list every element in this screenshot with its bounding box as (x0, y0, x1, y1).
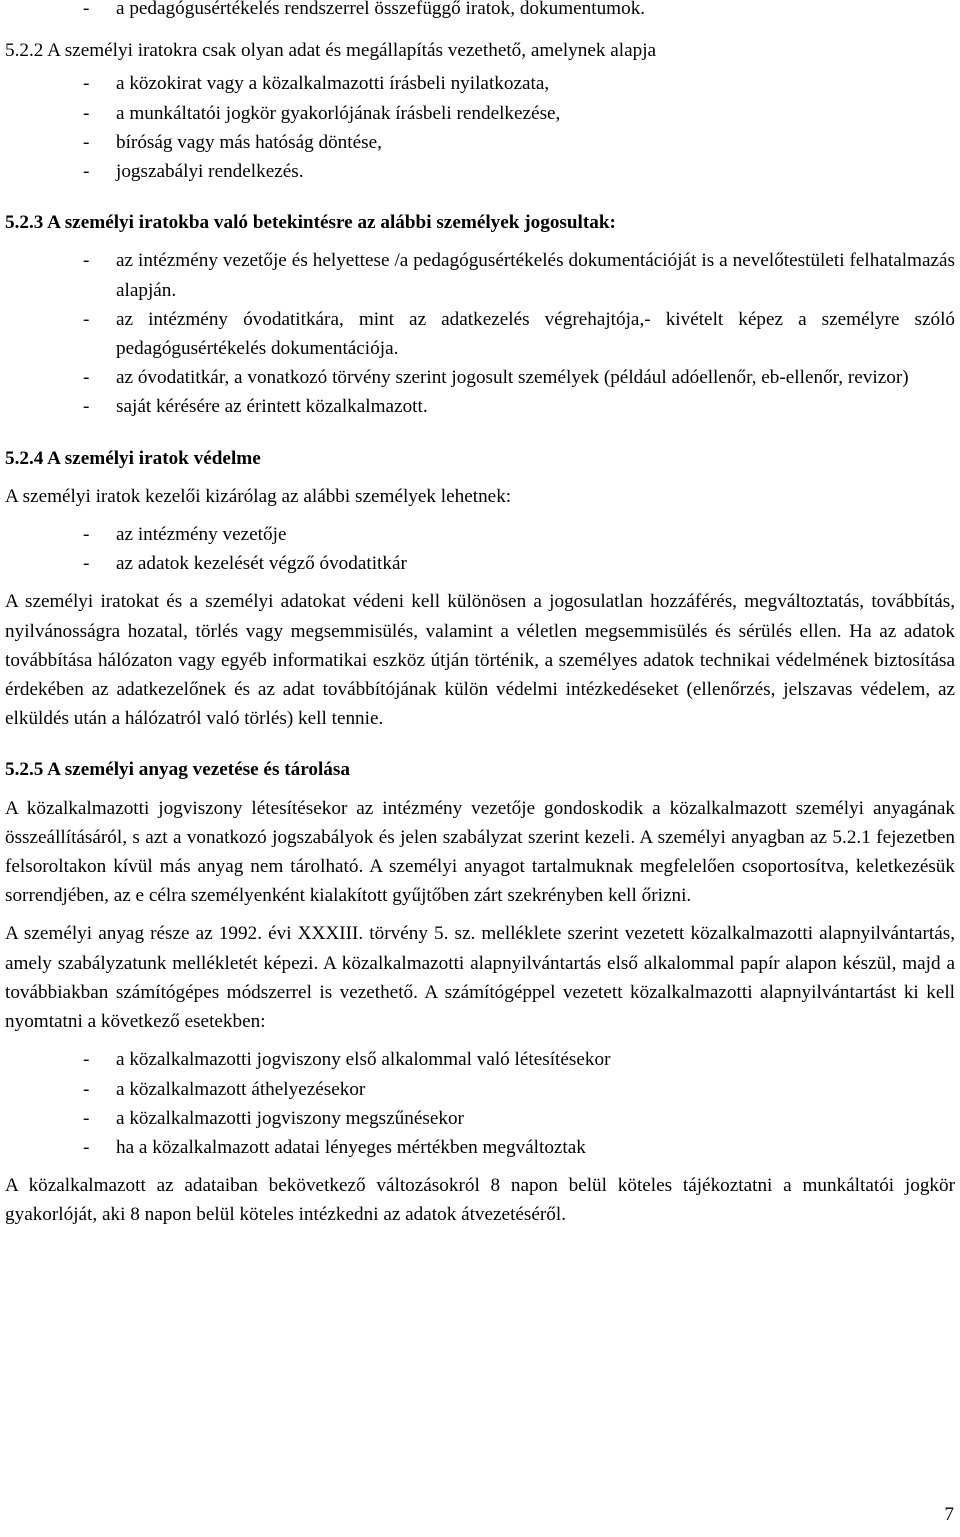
list-item: - a közokirat vagy a közalkalmazotti írásbeli nyilatkozata, (83, 73, 550, 95)
section-525-paragraph-1: A közalkalmazotti jogviszony létesítésekor az intézmény vezetője gondoskodik a közalkalmazott személyi anyagának összeállításáról, s azt a vonatkozó jogszabályok és jelen szabályzat szerint kezeli. A személyi anyagban az 5.2.1 fejezetben felsoroltakon kívül más anyag nem tárolható. A személyi anyagot tartalmuknak megfelelően csoportosítva, keletkezésük sorrendjében, az e célra személyenként kialakított gyűjtőben zárt szekrényben kell őrizni. (5, 797, 955, 907)
list-item: - az intézmény vezetője (83, 524, 287, 546)
list-item: - az intézmény óvodatitkára, mint az adatkezelés végrehajtója,- kivételt képez a személyre szóló pedagógusértékelés dokumentációja. (83, 308, 955, 360)
section-525-list (5, 1045, 955, 1162)
document-page (5, 0, 955, 1230)
list-item: - a munkáltatói jogkör gyakorlójának írásbeli rendelkezése, (83, 102, 561, 124)
section-524-intro: A személyi iratok kezelői kizárólag az alábbi személyek lehetnek: (5, 485, 512, 507)
section-522-heading: 5.2.2 A személyi iratokra csak olyan adat és megállapítás vezethető, amelynek alapja (5, 40, 657, 62)
list-item: - saját kérésére az érintett közalkalmazott. (83, 396, 428, 418)
list-item: - az intézmény vezetője és helyettese /a pedagógusértékelés dokumentációját is a nevelőtestületi felhatalmazás alapján. (83, 250, 955, 301)
section-522-list (5, 69, 955, 186)
section-525-paragraph-3: A közalkalmazott az adataiban bekövetkező változásokról 8 napon belül köteles tájékoztatni a munkáltatói jogkör gyakorlóját, aki 8 napon belül köteles intézkedni az adatok átvezetéséről. (5, 1175, 955, 1226)
list-item: - a közalkalmazotti jogviszony első alkalommal való létesítésekor (83, 1049, 611, 1071)
section-523-heading: 5.2.3 A személyi iratokba való betekintésre az alábbi személyek jogosultak: (5, 212, 616, 234)
list-item: - ha a közalkalmazott adatai lényeges mértékben megváltoztak (83, 1136, 586, 1158)
list-item: - a pedagógusértékelés rendszerrel összefüggő iratok, dokumentumok. (83, 0, 646, 19)
list-item: - jogszabályi rendelkezés. (83, 161, 304, 183)
section-525-heading: 5.2.5 A személyi anyag vezetése és tárolása (5, 759, 350, 781)
list-item: - az óvodatitkár, a vonatkozó törvény szerint jogosult személyek (például adóellenőr, eb-ellenőr, revizor) (83, 367, 909, 389)
top-list (5, 0, 955, 23)
section-525-paragraph-2: A személyi anyag része az 1992. évi XXXIII. törvény 5. sz. melléklete szerint vezetett közalkalmazotti alapnyilvántartás, amely szabályzatunk mellékletét képezi. A közalkalmazotti alapnyilvántartás első alkalommal papír alapon készül, majd a továbbiakban számítógépes módszerrel is vezethető. A számítógéppel vezetett közalkalmazotti alapnyilvántartást ki kell nyomtatni a következő esetekben: (5, 923, 955, 1033)
list-item: - a közalkalmazott áthelyezésekor (83, 1078, 366, 1100)
list-item: - az adatok kezelését végző óvodatitkár (83, 553, 407, 575)
section-524-list (5, 520, 955, 578)
section-523-list (5, 246, 955, 421)
page-number: 7 (944, 1504, 954, 1525)
list-item: - bíróság vagy más hatóság döntése, (83, 131, 382, 153)
section-524-paragraph: A személyi iratokat és a személyi adatokat védeni kell különösen a jogosulatlan hozzáférés, megváltoztatás, továbbítás, nyilvánosságra hozatal, törlés vagy megsemmisülés, valamint a véletlen megsemmisülés és sérülés ellen. Ha az adatok továbbítása hálózaton vagy egyéb informatikai eszköz útján történik, a személyes adatok technikai védelmének biztosítása érdekében az adatkezelőnek és az adat továbbítójának külön védelmi intézkedéseket (ellenőrzés, jelszavas védelem, az elküldés után a hálózatról való törlés) kell tennie. (5, 591, 955, 730)
section-524-heading: 5.2.4 A személyi iratok védelme (5, 447, 261, 469)
list-item: - a közalkalmazotti jogviszony megszűnésekor (83, 1107, 464, 1129)
